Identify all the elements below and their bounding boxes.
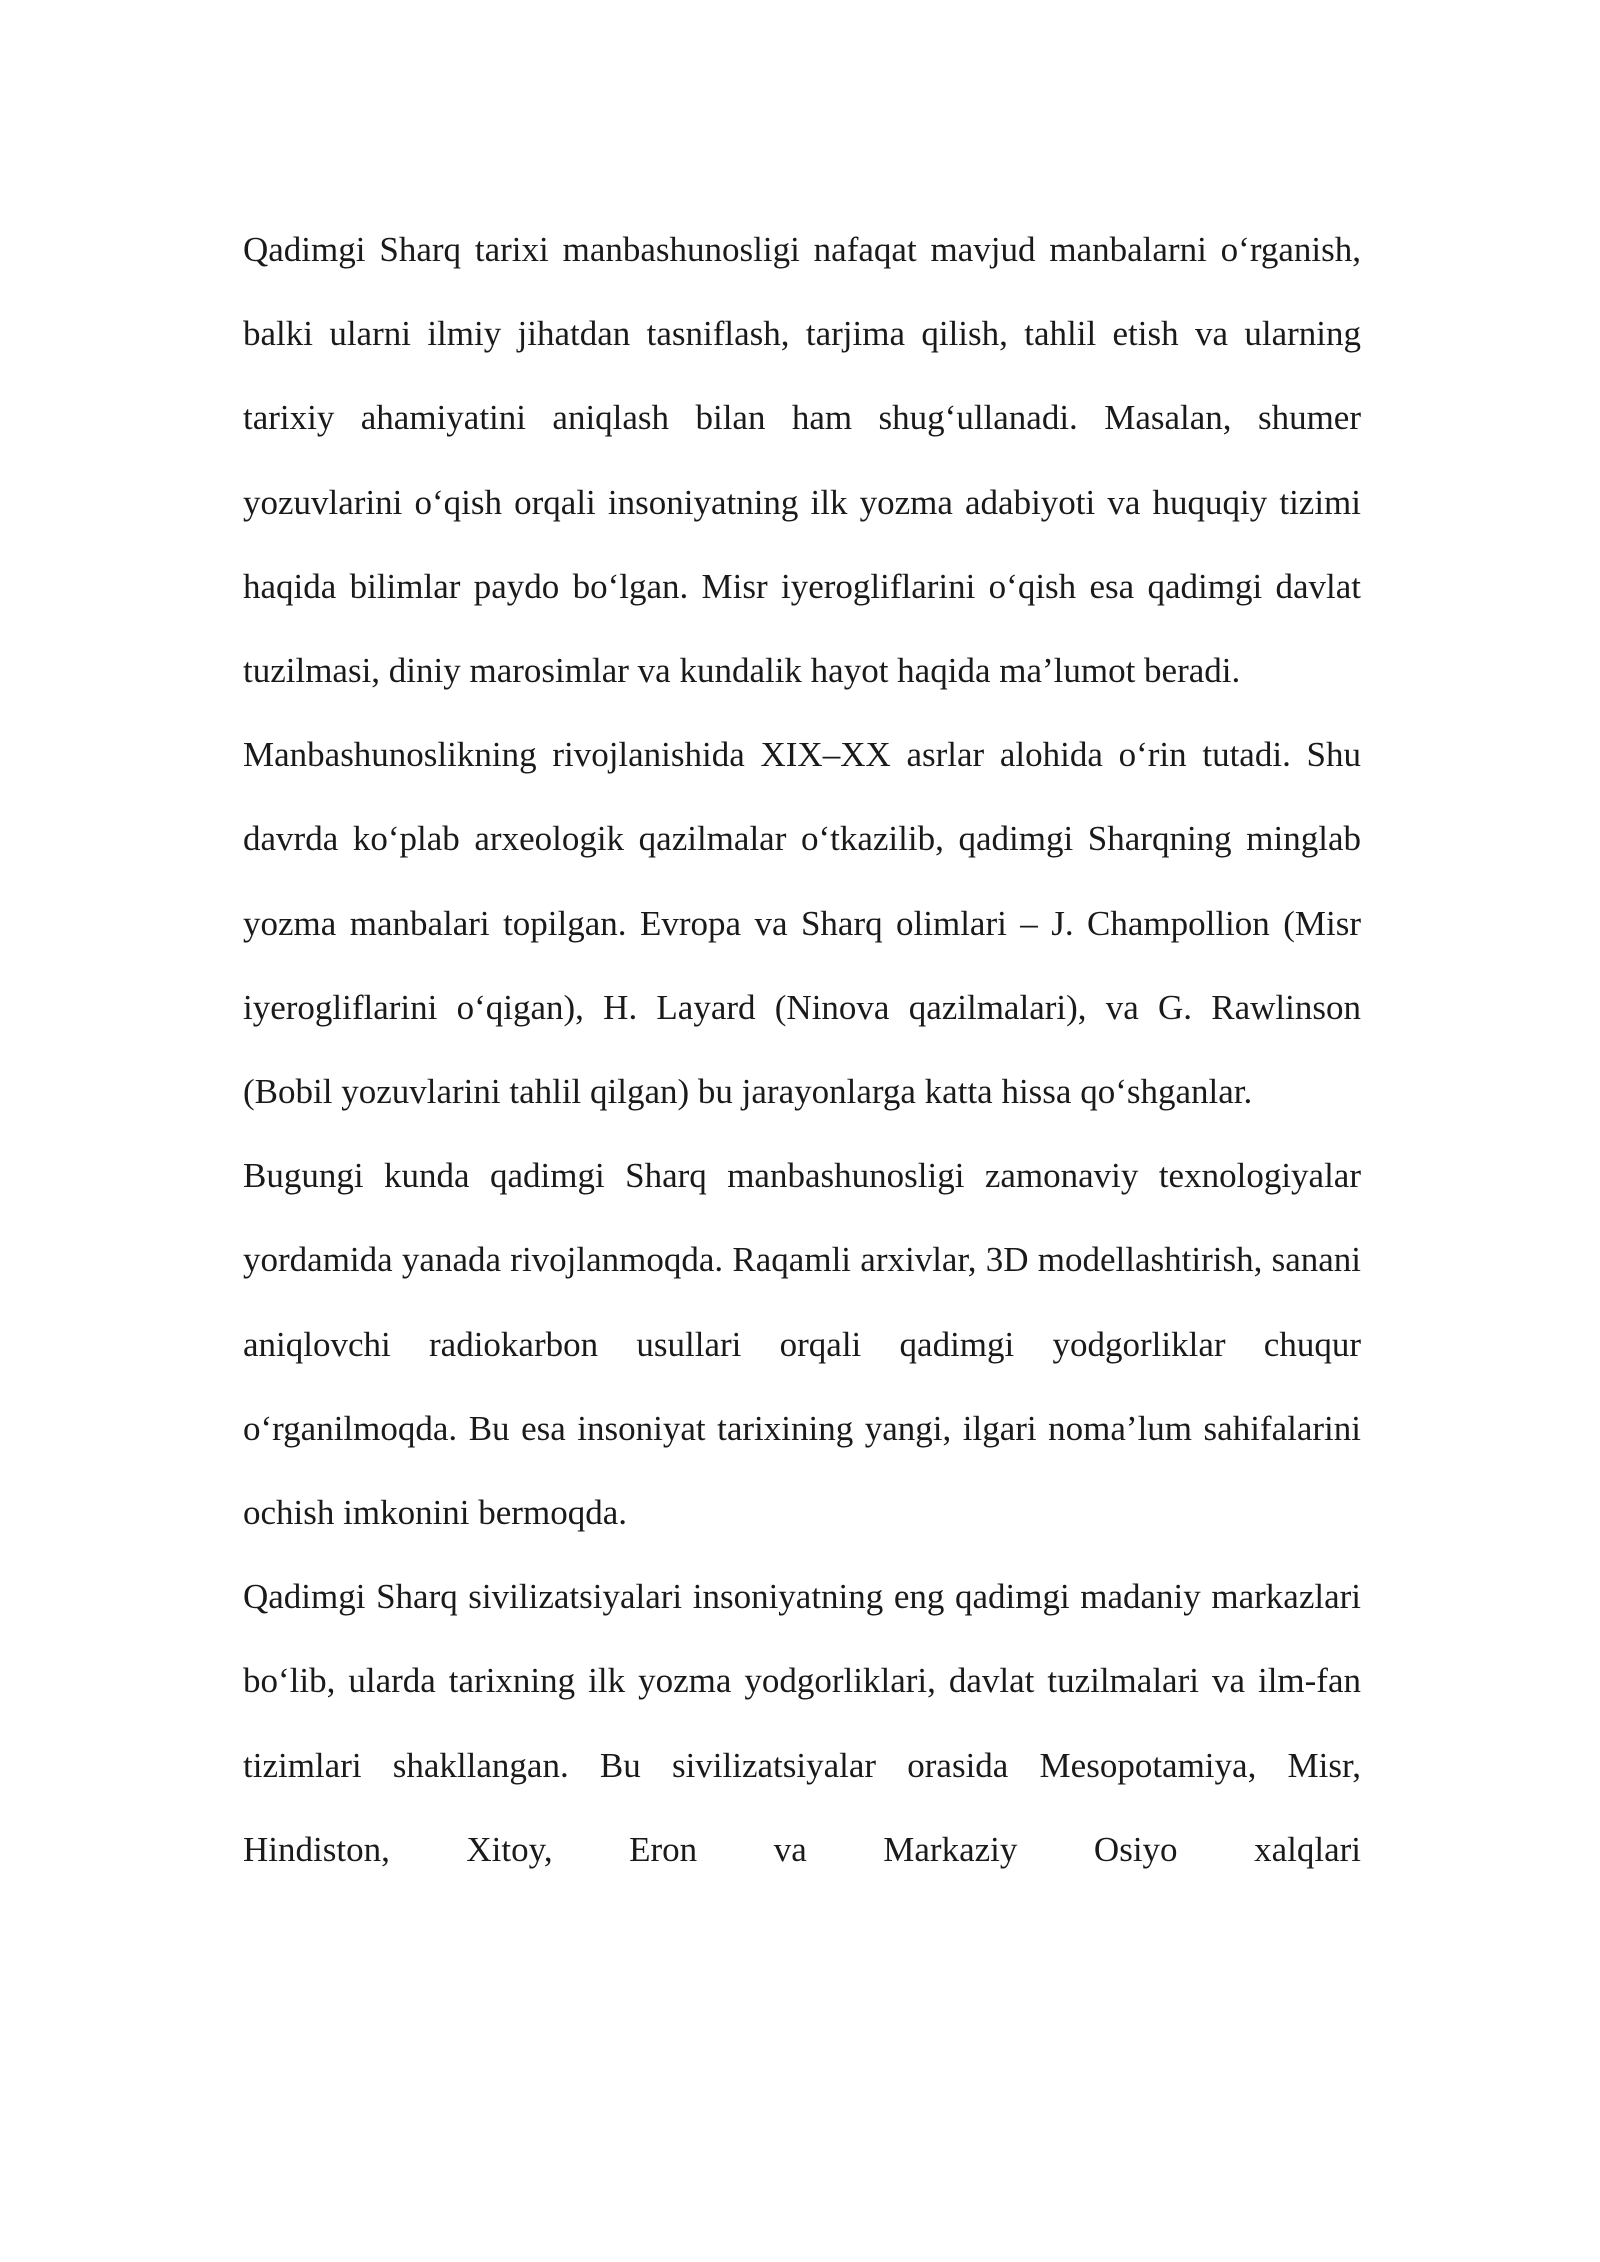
document-body bbox=[243, 208, 1361, 1892]
paragraph-ancient-civilizations: Qadimgi Sharq sivilizatsiyalari insoniyatning eng qadimgi madaniy markazlari bo‘lib, ularda tarixning ilk yozma yodgorliklari, davlat tuzilmalari va ilm-fan tizimlari shakllangan. Bu sivilizatsiyalar orasida Mesopotamiya, Misr, Hindiston, Xitoy, Eron va Markaziy Osiyo xalqlari bbox=[243, 1577, 1361, 1869]
paragraph-modern-technologies: Bugungi kunda qadimgi Sharq manbashunosligi zamonaviy texnologiyalar yordamida yanada rivojlanmoqda. Raqamli arxivlar, 3D modellashtirish, sanani aniqlovchi radiokarbon usullari orqali qadimgi yodgorliklar chuqur o‘rganilmoqda. Bu esa insoniyat tarixining yangi, ilgari noma’lum sahifalarini ochish imkonini bermoqda. bbox=[243, 1156, 1361, 1533]
paragraph-19th-20th-century: Manbashunoslikning rivojlanishida XIX–XX asrlar alohida o‘rin tutadi. Shu davrda ko‘plab arxeologik qazilmalar o‘tkazilib, qadimgi Sharqning minglab yozma manbalari topilgan. Evropa va Sharq olimlari – J. Champollion (Misr iyerogliflarini o‘qigan), H. Layard (Ninova qazilmalari), va G. Rawlinson (Bobil yozuvlarini tahlil qilgan) bu jarayonlarga katta hissa qo‘shganlar. bbox=[243, 735, 1361, 1112]
paragraph-source-studies: Qadimgi Sharq tarixi manbashunosligi nafaqat mavjud manbalarni o‘rganish, balki ularni ilmiy jihatdan tasniflash, tarjima qilish, tahlil etish va ularning tarixiy ahamiyatini aniqlash bilan ham shug‘ullanadi. Masalan, shumer yozuvlarini o‘qish orqali insoniyatning ilk yozma adabiyoti va huquqiy tizimi haqida bilimlar paydo bo‘lgan. Misr iyerogliflarini o‘qish esa qadimgi davlat tuzilmasi, diniy marosimlar va kundalik hayot haqida ma’lumot beradi. bbox=[243, 230, 1361, 691]
